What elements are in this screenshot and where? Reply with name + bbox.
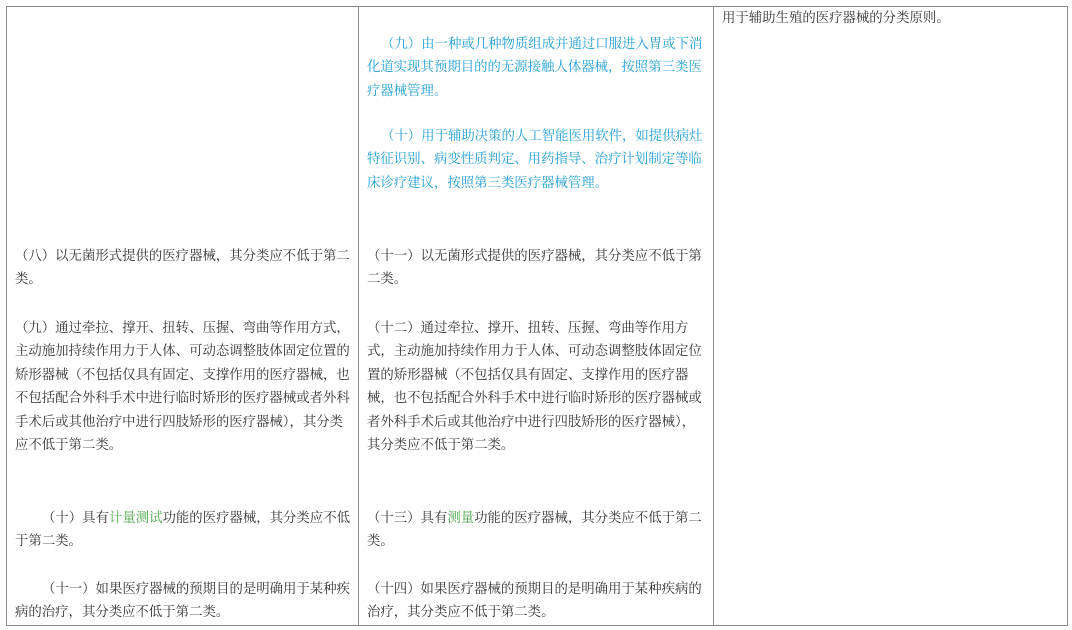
clause-11-original: （十一）如果医疗器械的预期目的是明确用于某种疾病的治疗，其分类应不低于第二类。 [15,582,350,621]
clause-13-highlight: 测量 [447,511,475,526]
note-text: 用于辅助生殖的医疗器械的分类原则。 [722,11,950,26]
clause-10-revised: （十）用于辅助决策的人工智能医用软件，如提供病灶特征识别、病变性质判定、用药指导、治疗计划制定等临床诊疗建议，按照第三类医疗器械管理。 [367,129,703,191]
clause-11-revised: （十一）以无菌形式提供的医疗器械，其分类应不低于第二类。 [367,249,702,288]
clause-13-text-a: （十三）具有 [367,511,448,526]
clause-10-highlight: 计量测试 [108,511,163,526]
column-original [15,7,353,625]
clause-10-text-a: （十）具有 [42,511,109,526]
clause-9-revised: （九）由一种或几种物质组成并通过口服进入胃或下消化道实现其预期目的的无源接触人体器械，按照第三类医疗器械管理。 [367,37,703,99]
column-divider-1 [358,7,359,625]
column-revised [367,7,707,625]
clause-12-revised: （十二）通过牵拉、撑开、扭转、压握、弯曲等作用方式，主动施加持续作用力于人体、可动态调整肢体固定位置的矫形器械（不包括仅具有固定、支撑作用的医疗器械，也不包括配合外科手术中进行临时矫形的医疗器械或者外科手术后或其他治疗中进行四肢矫形的医疗器械），其分类应不低于第二类。 [367,321,702,454]
clause-13-text-b: 功能的医疗器械，其分类应不低于第二类。 [367,511,702,550]
clause-13-revised [367,507,707,554]
clause-14-revised: （十四）如果医疗器械的预期目的是明确用于某种疾病的治疗，其分类应不低于第二类。 [367,582,702,621]
clause-9-original: （九）通过牵拉、撑开、扭转、压握、弯曲等作用方式，主动施加持续作用力于人体、可动态调整肢体固定位置的矫形器械（不包括仅具有固定、支撑作用的医疗器械，也不包括配合外科手术中进行临时矫形的医疗器械或者外科手术后或其他治疗中进行四肢矫形的医疗器械），其分类应不低于第二类。 [15,321,350,454]
clause-8-original: （八）以无菌形式提供的医疗器械，其分类应不低于第二类。 [15,249,350,288]
column-divider-2 [713,7,714,625]
column-notes [722,7,1062,625]
comparison-table [6,6,1068,626]
clause-10-text-b: 功能的医疗器械，其分类应不低于第二类。 [15,511,350,550]
clause-10-original [15,507,353,554]
